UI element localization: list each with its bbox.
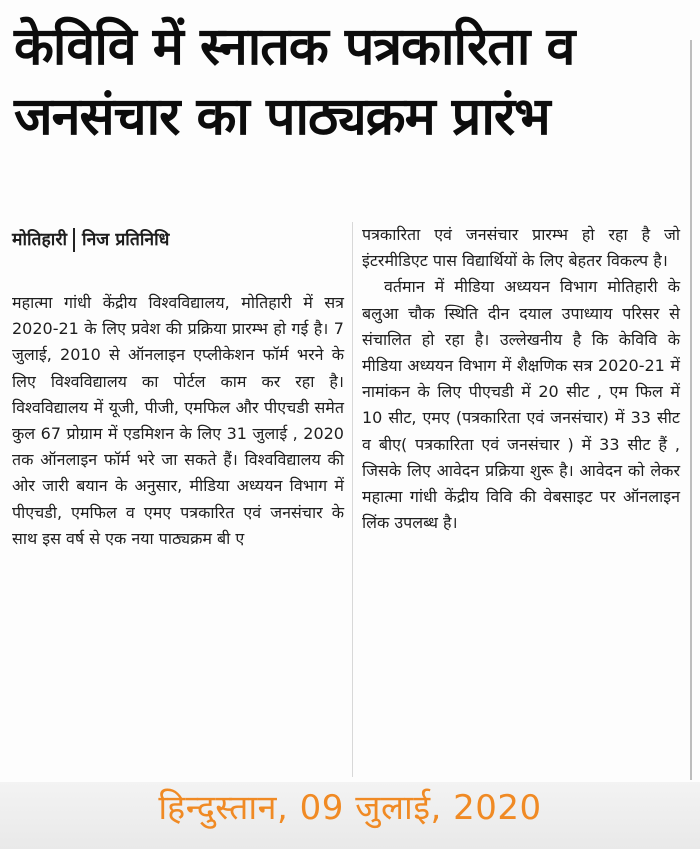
byline-place: मोतिहारी bbox=[12, 230, 68, 250]
byline-reporter: निज प्रतिनिधि bbox=[82, 230, 170, 250]
byline-separator bbox=[73, 228, 75, 252]
headline-line-1: केविवि में स्नातक पत्रकारिता व bbox=[14, 17, 575, 77]
page-edge-rule bbox=[690, 40, 692, 780]
byline bbox=[12, 222, 344, 260]
byline-spacer bbox=[12, 260, 344, 290]
headline-line-2: जनसंचार का पाठ्यक्रम प्रारंभ bbox=[14, 87, 550, 147]
headline bbox=[14, 12, 690, 152]
article-paragraph-1-continued: पत्रकारिता एवं जनसंचार प्रारम्भ हो रहा है जो इंटरमीडिएट पास विद्यार्थियों के लिए बेहतर विकल्प है। bbox=[362, 225, 680, 271]
article-paragraph-1: महात्मा गांधी केंद्रीय विश्वविद्यालय, मोतिहारी में सत्र 2020-21 के लिए प्रवेश की प्रक्रिया प्रारम्भ हो गई है। 7 जुलाई, 2010 से ऑनलाइन एप्लीकेशन फॉर्म भरने के लिए विश्वविद्यालय का पोर्टल काम कर रहा है। विश्वविद्यालय में यूजी, पीजी, एमफिल और पीएचडी समेत कुल 67 प्रोग्राम में एडमिशन के लिए 31 जुलाई , 2020 तक ऑनलाइन फॉर्म भरे जा सकते हैं। विश्वविद्यालय की ओर जारी बयान के अनुसार, मीडिया अध्ययन विभाग में पीएचडी, एमफिल व एमए पत्रकारित एवं जनसंचार के साथ इस वर्ष से एक नया पाठ्यक्रम बी ए bbox=[12, 293, 344, 548]
article-column-right bbox=[362, 222, 680, 536]
article-column-left bbox=[12, 222, 344, 552]
source-caption: हिन्दुस्तान, 09 जुलाई, 2020 bbox=[158, 788, 542, 828]
column-divider bbox=[352, 222, 353, 777]
article-paragraph-2: वर्तमान में मीडिया अध्ययन विभाग मोतिहारी के बलुआ चौक स्थिति दीन दयाल उपाध्याय परिसर से संचालित हो रहा है। उल्लेखनीय है कि केविवि के मीडिया अध्ययन विभाग में शैक्षणिक सत्र 2020-21 में नामांकन के लिए पीएचडी में 20 सीट , एम फिल में 10 सीट, एमए (पत्रकारिता एवं जनसंचार) में 33 सीट व बीए( पत्रकारिता एवं जनसंचार ) में 33 सीट हैं , जिसके लिए आवेदन प्रक्रिया शुरू है। आवेदन को लेकर महात्मा गांधी केंद्रीय विवि की वेबसाइट पर ऑनलाइन लिंक उपलब्ध है। bbox=[362, 277, 680, 533]
